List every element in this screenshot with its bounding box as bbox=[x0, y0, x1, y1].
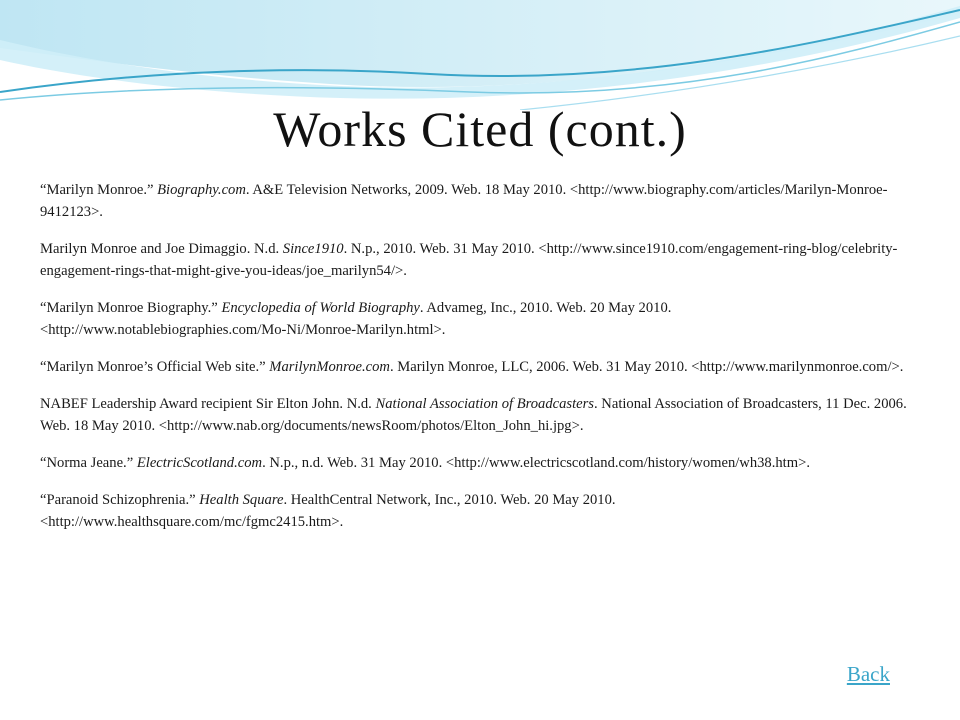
citation-entry bbox=[40, 356, 910, 378]
slide-title: Works Cited (cont.) bbox=[273, 101, 687, 157]
back-link[interactable]: Back bbox=[846, 662, 890, 686]
citation-text: NABEF Leadership Award recipient Sir Elton John. N.d. bbox=[40, 396, 376, 412]
citation-source: ElectricScotland.com bbox=[136, 455, 263, 471]
citation-text: . N.p., n.d. Web. 31 May 2010. <http://www.electricscotland.com/history/women/wh38.htm>. bbox=[262, 455, 810, 471]
citation-entry bbox=[40, 452, 910, 474]
citation-text: . HealthCentral Network, Inc., 2010. Web. 20 May 2010. <http://www.healthsquare.com/mc/fgmc2415.htm>. bbox=[40, 492, 616, 530]
citation-entry bbox=[40, 238, 910, 282]
citation-source: Health Square bbox=[199, 492, 284, 508]
citation-text: “Marilyn Monroe Biography.” bbox=[40, 300, 222, 316]
header-wave-decoration bbox=[0, 0, 960, 110]
citation-entry bbox=[40, 489, 910, 533]
citation-entry bbox=[40, 179, 910, 223]
citation-entry bbox=[40, 393, 910, 437]
citation-source: Biography.com bbox=[157, 182, 246, 198]
citation-text: “Paranoid Schizophrenia.” bbox=[40, 492, 200, 508]
citation-text: “Norma Jeane.” bbox=[40, 455, 137, 471]
citation-source: Since1910 bbox=[282, 241, 344, 257]
citation-entry bbox=[40, 297, 910, 341]
citation-source: MarilynMonroe.com bbox=[269, 359, 390, 375]
citation-text: “Marilyn Monroe.” bbox=[40, 182, 158, 198]
citation-source: Encyclopedia of World Biography bbox=[221, 300, 420, 316]
citation-text: . Advameg, Inc., 2010. Web. 20 May 2010. <http://www.notablebiographies.com/Mo-Ni/Monroe-Marilyn.html>. bbox=[40, 300, 672, 338]
citation-text: . National Association of Broadcasters, 11 Dec. 2006. Web. 18 May 2010. <http://www.nab.org/documents/newsRoom/photos/Elton_John_hi.jpg>. bbox=[40, 396, 907, 434]
citation-text: . A&E Television Networks, 2009. Web. 18 May 2010. <http://www.biography.com/articles/Marilyn-Monroe-9412123>. bbox=[40, 182, 888, 220]
citation-text: . Marilyn Monroe, LLC, 2006. Web. 31 May 2010. <http://www.marilynmonroe.com/>. bbox=[389, 359, 904, 375]
works-cited-list bbox=[40, 179, 910, 548]
citation-text: Marilyn Monroe and Joe Dimaggio. N.d. bbox=[40, 241, 283, 257]
citation-text: “Marilyn Monroe’s Official Web site.” bbox=[40, 359, 270, 375]
citation-source: National Association of Broadcasters bbox=[375, 396, 594, 412]
citation-text: . N.p., 2010. Web. 31 May 2010. <http://www.since1910.com/engagement-ring-blog/celebrity-engagement-rings-that-might-give-you-ideas/joe_marilyn54/>. bbox=[40, 241, 898, 279]
